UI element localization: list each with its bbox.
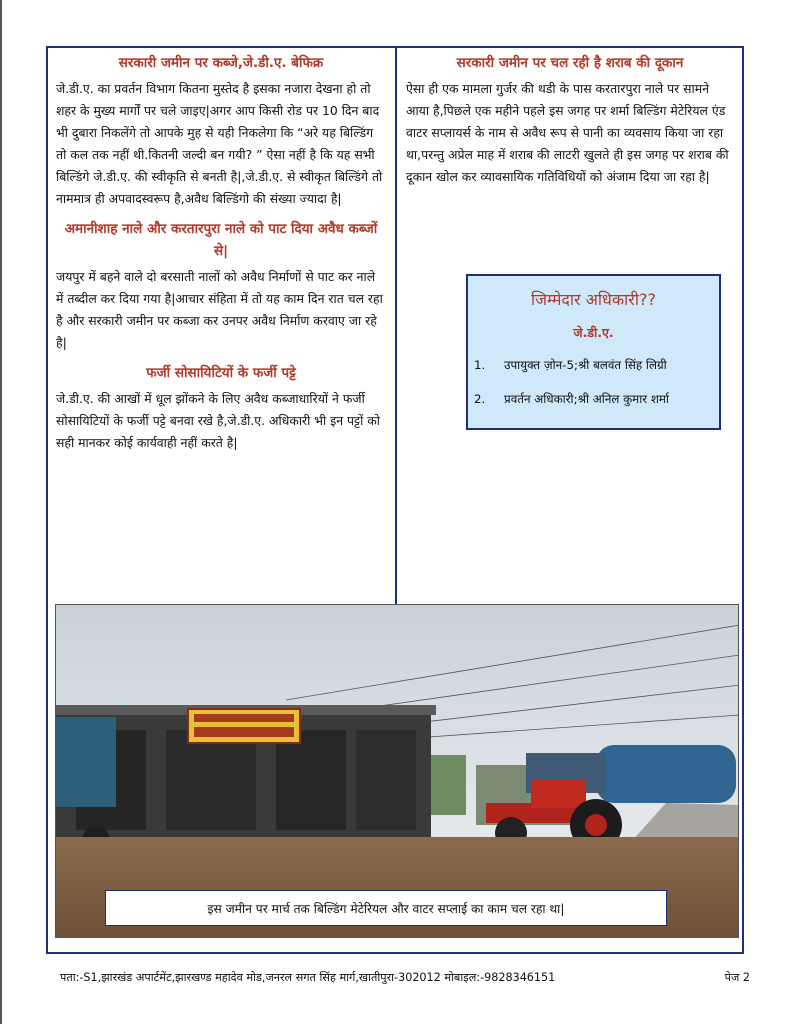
site-photo — [55, 604, 739, 938]
column-divider — [395, 46, 397, 604]
left-column — [50, 52, 392, 462]
paragraph-fake-societies: जे.डी.ए. की आखों में धूल झोंकने के लिए अवैध कब्जाधारियों ने फर्जी सोसायिटियों के फर्जी पट्टे बनवा रखे है,जे.डी.ए. अधिकारी भी इन पट्टों को सही मानकर कोई कार्यवाही नहीं करते है| — [56, 391, 380, 450]
officer-text: उपायुक्त ज़ोन-5;श्री बलवंत सिंह लिग्री — [504, 358, 667, 372]
officer-item — [468, 391, 719, 407]
page-footer — [60, 970, 750, 990]
page-number: पेज 2 — [724, 971, 750, 984]
heading-encroachment: सरकारी जमीन पर कब्जे,जे.डी.ए. बेफिक्र — [118, 55, 324, 71]
callout-title: जिम्मेदार अधिकारी?? — [531, 290, 656, 309]
officer-list — [468, 357, 719, 407]
right-column — [400, 52, 740, 196]
paragraph-nala: जयपुर में बहने वाले दो बरसाती नालों को अवैध निर्माणों से पाट कर नाले में तब्दील कर दिया गया है|आचार संहिता में तो यह काम दिन रात चल रहा है और सरकारी जमीन पर कब्जा कर उनपर अवैध निर्माण करवाए जा रहे है| — [56, 269, 383, 350]
officer-item — [468, 357, 719, 373]
footer-address: पता:-S1,झारखंड अपार्टमेंट,झारखण्ड महादेव मोड,जनरल सगत सिंह मार्ग,खातीपुरा-302012 मोबाइल:-9828346151 — [60, 971, 556, 984]
paragraph-liquor-shop: ऐसा ही एक मामला गुर्जर की थडी के पास करतारपुरा नाले पर सामने आया है,पिछले एक महीने पहले इस जगह पर शर्मा बिल्डिंग मेटेरियल एंड वाटर सप्लायर्स के नाम से अवैध रूप से पानी का व्यवसाय किया जा रहा था,परन्तु अप्रेल माह में शराब की लाटरी खुलते ही इस जगह पर शराब की दूकान खोल कर व्यावसायिक गतिविधियों को अंजाम दिया जा रहा है| — [406, 81, 729, 184]
heading-nala: अमानीशाह नाले और करतारपुरा नाले को पाट दिया अवैध कब्जों से| — [64, 221, 378, 259]
page-edge-rule — [0, 0, 2, 1024]
callout-org: जे.डी.ए. — [573, 325, 614, 340]
heading-liquor-shop: सरकारी जमीन पर चल रही है शराब की दूकान — [456, 55, 684, 71]
site-photo-illustration — [56, 605, 739, 938]
officer-number: 1. — [474, 358, 486, 372]
heading-fake-societies: फर्जी सोसायिटियों के फर्जी पट्टे — [146, 365, 296, 381]
photo-caption: इस जमीन पर मार्च तक बिल्डिंग मेटेरियल और वाटर सप्लाई का काम चल रहा था| — [105, 890, 667, 926]
officer-text: प्रवर्तन अधिकारी;श्री अनिल कुमार शर्मा — [504, 392, 669, 406]
responsible-officers-box — [466, 274, 721, 430]
paragraph-enforcement: जे.डी.ए. का प्रवर्तन विभाग कितना मुस्तेद है इसका नजारा देखना हो तो शहर के मुख्य मार्गों पर चले जाइए|अगर आप किसी रोड पर 10 दिन बाद भी दुबारा निकलेंगे तो आपके मुह से यही निकलेगा कि “अरे यह बिल्डिंग तो कल तक नहीं थी.कितनी जल्दी बन गयी? ” ऐसा नहीं है कि यह सभी बिल्डिंगे जे.डी.ए. की स्वीकृति से बनती है|,जे.डी.ए. से स्वीकृत बिल्डिंगे तो नाममात्र ही अपवादस्वरूप है,अवैध बिल्डिंगो की संख्या ज्यादा है| — [56, 81, 383, 206]
officer-number: 2. — [474, 392, 486, 406]
